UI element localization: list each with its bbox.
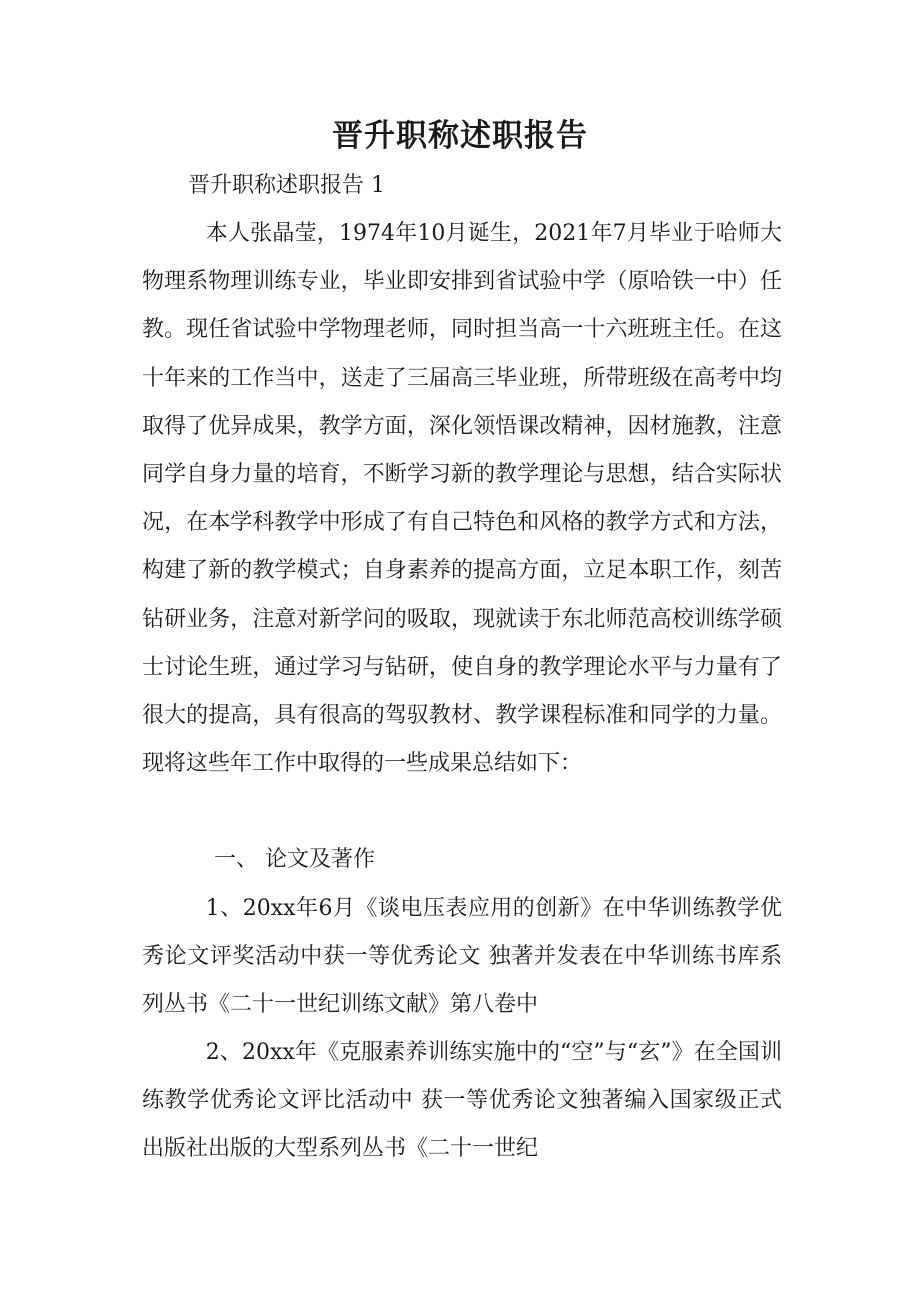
paragraph-item-1: 1、20xx年6月《谈电压表应用的创新》在中华训练教学优秀论文评奖活动中获一等优秀论文 独著并发表在中华训练书库系列丛书《二十一世纪训练文献》第八卷中 xyxy=(142,896,782,1018)
document-title: 晋升职称述职报告 xyxy=(332,118,588,154)
document-subtitle: 晋升职称述职报告 1 xyxy=(188,173,385,198)
paragraph-intro: 本人张晶莹，1974年10月诞生，2021年7月毕业于哈师大物理系物理训练专业，毕业即安排到省试验中学（原哈铁一中）任教。现任省试验中学物理老师，同时担当高一十六班班主任。在这十年来的工作当中，送走了三届高三毕业班，所带班级在高考中均取得了优异成果，教学方面，深化领悟课改精神，因材施教，注意同学自身力量的培育，不断学习新的教学理论与思想，结合实际状况，在本学科教学中形成了有自己特色和风格的教学方式和方法，构建了新的教学模式；自身素养的提高方面，立足本职工作，刻苦钻研业务，注意对新学问的吸取，现就读于东北师范高校训练学硕士讨论生班，通过学习与钻研，使自身的教学理论水平与力量有了很大的提高，具有很高的驾驭教材、教学课程标准和同学的力量。现将这些年工作中取得的一些成果总结如下： xyxy=(142,221,782,777)
paragraph-item-2: 2、20xx年《克服素养训练实施中的“空”与“玄”》在全国训练教学优秀论文评比活动中 获一等优秀论文独著编入国家级正式出版社出版的大型系列丛书《二十一世纪 xyxy=(142,1040,782,1162)
section-heading-papers: 一、 论文及著作 xyxy=(214,847,375,872)
